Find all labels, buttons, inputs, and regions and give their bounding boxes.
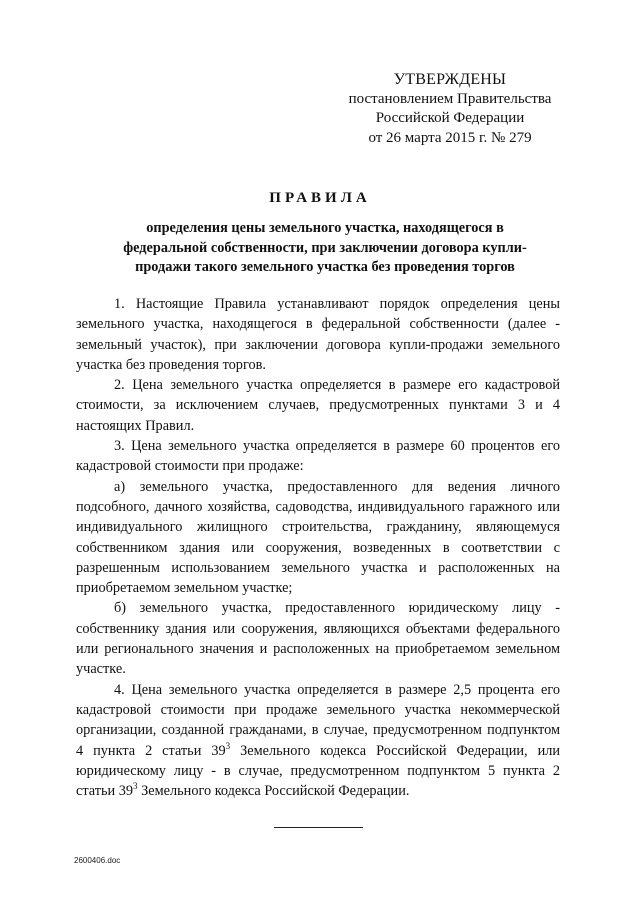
document-title: ПРАВИЛА bbox=[269, 190, 371, 206]
paragraph-4-part-2: Земельного кодекса Российской Федерации, или юридическому лицу - в случае, предусмотренном подпунктом 5 пункта 2 статьи 39 bbox=[76, 742, 561, 800]
approval-line-2: Российской Федерации bbox=[375, 110, 525, 126]
superscript-1: 3 bbox=[225, 740, 231, 751]
paragraph-3: 3. Цена земельного участка определяется в размере 60 процентов его кадастровой стоимости при продаже: bbox=[76, 438, 560, 475]
paragraph-4 bbox=[76, 680, 560, 802]
approval-line-1: постановлением Правительства bbox=[348, 90, 552, 107]
document-subtitle: определения цены земельного участка, находящегося в федеральной собственности, при заключении договора купли-продажи такого земельного участка без проведения торгов bbox=[123, 220, 527, 275]
paragraph-1: 1. Настоящие Правила устанавливают порядок определения цены земельного участка, находящегося в федеральной собственности (далее - земельный участок), при заключении договора купли-продажи земельного участка без проведения торгов. bbox=[76, 296, 560, 373]
paragraph-3b: б) земельного участка, предоставленного юридическому лицу - собственнику здания или сооружения, являющихся объектами федерального или регионального значения и расположенных на приобретаемом земельном участке. bbox=[76, 600, 560, 678]
superscript-2: 3 bbox=[133, 781, 138, 792]
paragraph-3a: а) земельного участка, предоставленного для ведения личного подсобного, дачного хозяйства, садоводства, индивидуального гаражного или индивидуального жилищного строительства, гражданину, являющемуся собственником здания или сооружения, возведенных в соответствии с разрешенным использованием земельного участка и расположенных на приобретаемом земельном участке; bbox=[76, 478, 560, 597]
end-divider bbox=[274, 827, 363, 828]
approval-block bbox=[330, 70, 570, 148]
document-body bbox=[76, 294, 560, 801]
approval-heading: УТВЕРЖДЕНЫ bbox=[393, 71, 507, 88]
footer-filename: 2600406.doc bbox=[74, 856, 121, 865]
paragraph-4-part-3: Земельного кодекса Российской Федерации. bbox=[137, 783, 410, 800]
approval-date: от 26 марта 2015 г. № 279 bbox=[368, 129, 532, 146]
paragraph-4-part-1: 4. Цена земельного участка определяется в размере 2,5 процента его кадастровой стоимости при продаже земельного участка некоммерческой организации, созданной гражданами, в случае, предусмотренном подпунктом 4 пункта 2 статьи 39 bbox=[76, 681, 560, 759]
paragraph-2: 2. Цена земельного участка определяется в размере его кадастровой стоимости, за исключением случаев, предусмотренных пунктами 3 и 4 настоящих Правил. bbox=[76, 377, 560, 434]
